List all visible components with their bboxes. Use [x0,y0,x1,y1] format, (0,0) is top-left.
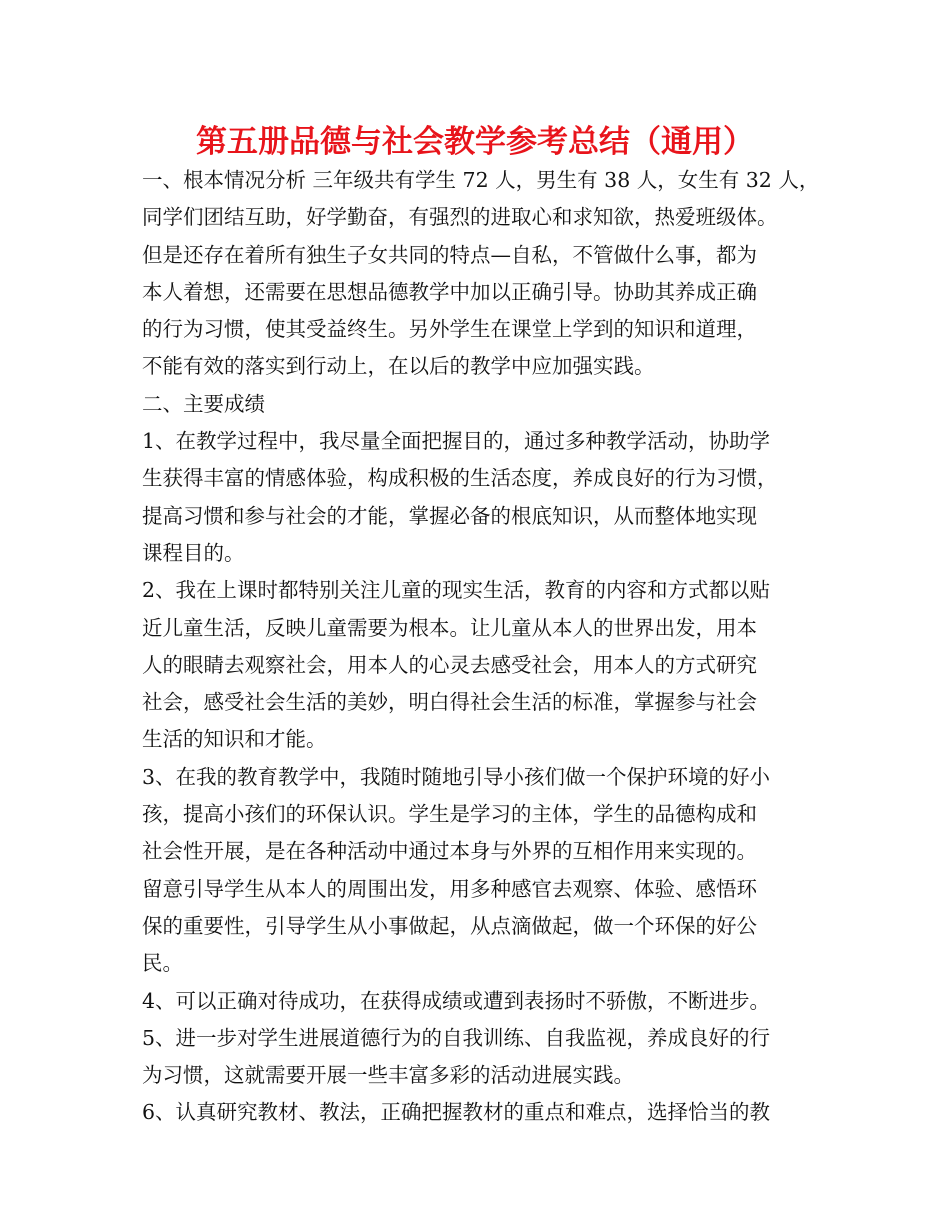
paragraph-line: 为习惯，这就需要开展一些丰富多彩的活动进展实践。 [142,1063,634,1088]
paragraph-line: 4、可以正确对待成功，在获得成绩或遭到表扬时不骄傲，不断进步。 [142,988,771,1013]
paragraph-line: 民。 [142,951,183,976]
paragraph-line: 的行为习惯，使其受益终生。另外学生在课堂上学到的知识和道理， [142,317,757,342]
paragraph-line: 但是还存在着所有独生子女共同的特点—自私，不管做什么事，都为 [142,242,757,267]
paragraph-line: 近儿童生活，反映儿童需要为根本。让儿童从本人的世界出发，用本 [142,615,757,640]
paragraph-line: 社会性开展，是在各种活动中通过本身与外界的互相作用来实现的。 [142,839,757,864]
paragraph-line: 人的眼睛去观察社会，用本人的心灵去感受社会，用本人的方式研究 [142,652,757,677]
paragraph-line: 保的重要性，引导学生从小事做起，从点滴做起，做一个环保的好公 [142,913,757,938]
paragraph-line: 3、在我的教育教学中，我随时随地引导小孩们做一个保护环境的好小 [142,764,771,789]
document-title: 第五册品德与社会教学参考总结（通用） [196,124,754,160]
paragraph-line: 2、我在上课时都特别关注儿童的现实生活，教育的内容和方式都以贴 [142,578,771,603]
paragraph-line: 二、主要成绩 [142,391,265,416]
paragraph-line: 1、在教学过程中，我尽量全面把握目的，通过多种教学活动，协助学 [142,429,771,454]
paragraph-line: 同学们团结互助，好学勤奋，有强烈的进取心和求知欲，热爱班级体。 [142,205,778,230]
paragraph-line: 一、根本情况分析 三年级共有学生 72 人，男生有 38 人，女生有 32 人， [142,168,820,192]
paragraph-line: 本人着想，还需要在思想品德教学中加以正确引导。协助其养成正确 [142,279,757,304]
paragraph-line: 留意引导学生从本人的周围出发，用多种感官去观察、体验、感悟环 [142,876,757,901]
paragraph-line: 不能有效的落实到行动上，在以后的教学中应加强实践。 [142,354,655,379]
paragraph-line: 5、进一步对学生进展道德行为的自我训练、自我监视，养成良好的行 [142,1025,771,1050]
paragraph-line: 6、认真研究教材、教法，正确把握教材的重点和难点，选择恰当的教 [142,1100,771,1125]
paragraph-line: 生活的知识和才能。 [142,727,327,752]
paragraph-line: 孩，提高小孩们的环保认识。学生是学习的主体，学生的品德构成和 [142,802,757,827]
paragraph-line: 课程目的。 [142,540,245,565]
paragraph-line: 提高习惯和参与社会的才能，掌握必备的根底知识，从而整体地实现 [142,503,757,528]
document-body [142,162,822,1132]
paragraph-line: 社会，感受社会生活的美妙，明白得社会生活的标准，掌握参与社会 [142,690,757,715]
paragraph-line: 生获得丰富的情感体验，构成积极的生活态度，养成良好的行为习惯， [142,466,778,491]
